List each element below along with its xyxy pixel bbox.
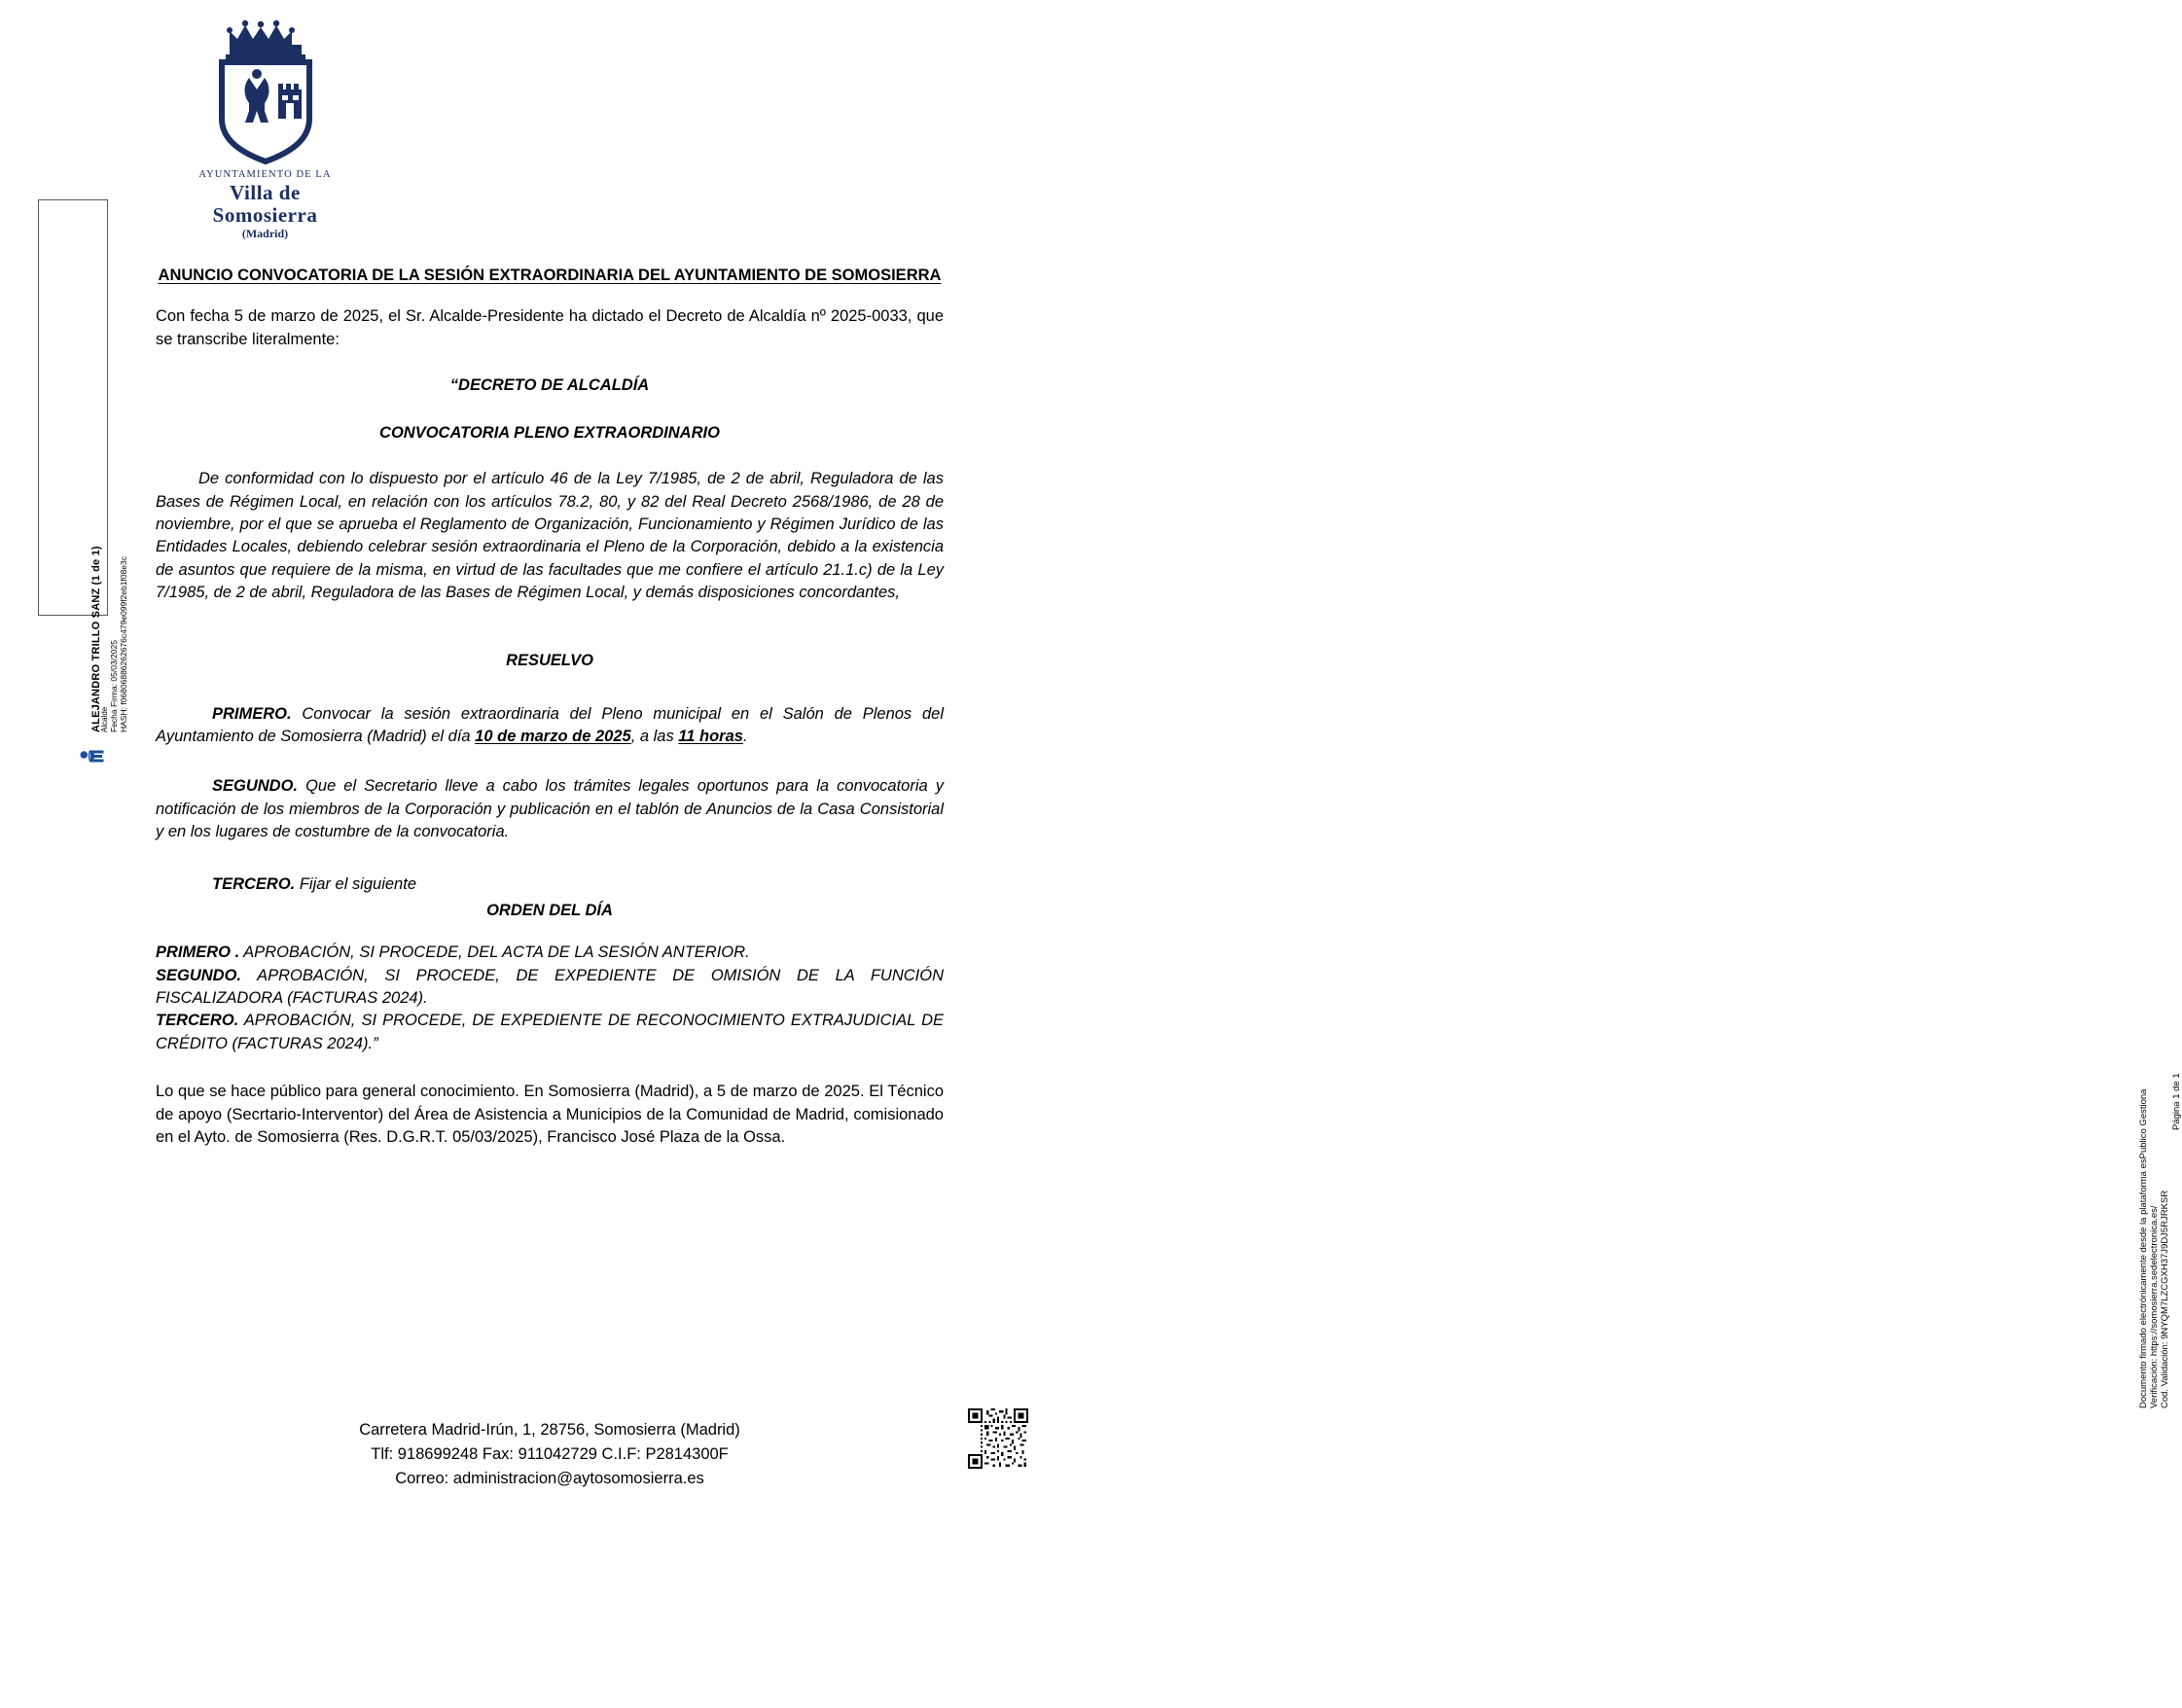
agenda-item-text: APROBACIÓN, SI PROCEDE, DE EXPEDIENTE DE OMISIÓN DE LA FUNCIÓN FISCALIZADORA (FACTURAS 2024).	[156, 966, 944, 1008]
primero-date: 10 de marzo de 2025	[475, 728, 631, 746]
intro-paragraph: Con fecha 5 de marzo de 2025, el Sr. Alcalde-Presidente ha dictado el Decreto de Alcaldía nº 2025-0033, que se transcribe literalmente:	[156, 307, 944, 348]
agenda-item-label: SEGUNDO.	[156, 966, 242, 984]
orden-del-dia-heading: ORDEN DEL DÍA	[486, 902, 613, 920]
signature-hash: HASH: f06806886262676c479e099f2eb1f08e3c	[119, 555, 128, 732]
primero-text-a: Convocar la sesión extraordinaria del Pleno municipal en el Salón de Plenos del Ayuntamiento de Somosierra (Madrid) el día	[156, 704, 944, 746]
footer-address: Carretera Madrid-Irún, 1, 28756, Somosierra (Madrid)	[359, 1421, 740, 1439]
primero-label: PRIMERO.	[212, 704, 292, 723]
footer-phone: Tlf: 918699248 Fax: 911042729 C.I.F: P2814300F	[371, 1444, 729, 1463]
decree-body-paragraph: De conformidad con lo dispuesto por el artículo 46 de la Ley 7/1985, de 2 de abril, Reguladora de las Bases de Régimen Local, en relación con los artículos 78.2, 80, y 82 del Real Decreto 2568/1986, de 28 de noviembre, por el que se aprueba el Reglamento de Organización, Funcionamiento y Régimen Jurídico de las Entidades Locales, debiendo celebrar sesión extraordinaria el Pleno de la Corporación, debido a la existencia de asuntos que requiere de la misma, en virtud de las facultades que me confiere el artículo 21.1.c) de la Ley 7/1985, de 2 de abril, Reguladora de las Bases de Régimen Local, y demás disposiciones concordantes,	[156, 470, 944, 602]
agenda-item	[156, 1010, 944, 1055]
resuelvo-heading: RESUELVO	[506, 651, 593, 669]
page-number: Página 1 de 1	[2171, 1073, 2182, 1130]
signature-date: Fecha Firma: 05/03/2025	[109, 640, 119, 732]
agenda-item-label: PRIMERO .	[156, 943, 240, 962]
segundo-label: SEGUNDO.	[212, 777, 299, 796]
closing-paragraph: Lo que se hace público para general conocimiento. En Somosierra (Madrid), a 5 de marzo de 2025. El Técnico de apoyo (Secrtario-Interventor) del Área de Asistencia a Municipios de la Comunidad de Madrid, comisionado en el Ayto. de Somosierra (Res. D.G.R.T. 05/03/2025), Francisco José Plaza de la Ossa.	[156, 1083, 944, 1147]
signer-name: ALEJANDRO TRILLO SANZ (1 de 1)	[90, 546, 102, 732]
qr-code-icon	[968, 1408, 1028, 1469]
segundo-text: Que el Secretario lleve a cabo los trámites legales oportunos para la convocatoria y notificación de los miembros de la Corporación y publicación en el tablón de Anuncios de la Casa Consistorial y en los lugares de costumbre de la convocatoria.	[156, 777, 944, 841]
agenda-item-text: APROBACIÓN, SI PROCEDE, DE EXPEDIENTE DE RECONOCIMIENTO EXTRAJUDICIAL DE CRÉDITO (FACTURAS 2024).”	[156, 1012, 944, 1052]
validation-code: Cod. Validación: 9NYQM7LZCGXH37J9DJ5RJRKSR	[2160, 1190, 2170, 1408]
document-footer	[156, 1418, 944, 1490]
agenda-list	[156, 942, 944, 1055]
document-page	[156, 0, 944, 1150]
primero-text-c: .	[742, 728, 748, 746]
agenda-item-text: APROBACIÓN, SI PROCEDE, DEL ACTA DE LA SESIÓN ANTERIOR.	[239, 943, 750, 962]
crest-line-1: AYUNTAMIENTO DE LA	[198, 169, 332, 180]
agenda-item	[156, 942, 944, 964]
primero-text-b: , a las	[630, 728, 679, 746]
crest-line-2: Villa de	[230, 181, 301, 205]
crest-line-3: Somosierra	[212, 203, 318, 227]
footer-email: Correo: administracion@aytosomosierra.es	[395, 1469, 704, 1487]
validation-sidebar	[1150, 0, 2182, 1708]
validation-url: Verificación: https://somosierra.sedelectronica.es/	[2149, 1205, 2160, 1408]
decree-subheading: CONVOCATORIA PLENO EXTRAORDINARIO	[379, 424, 720, 443]
validation-platform: Documento firmado electrónicamente desde la plataforma esPublico Gestiona	[2138, 1088, 2149, 1408]
tercero-text: Fijar el siguiente	[295, 874, 416, 893]
crest-line-4: (Madrid)	[241, 226, 289, 240]
decree-heading: “DECRETO DE ALCALDÍA	[449, 376, 650, 395]
page-title: ANUNCIO CONVOCATORIA DE LA SESIÓN EXTRAORDINARIA DEL AYUNTAMIENTO DE SOMOSIERRA	[158, 267, 942, 284]
espublico-logo-icon	[79, 744, 108, 765]
agenda-item-label: TERCERO.	[156, 1012, 239, 1030]
signer-role: Alcalde	[100, 706, 109, 732]
agenda-item	[156, 965, 944, 1011]
signature-sidebar-content	[38, 199, 128, 732]
tercero-label: TERCERO.	[212, 874, 296, 893]
primero-time: 11 horas	[678, 728, 743, 746]
